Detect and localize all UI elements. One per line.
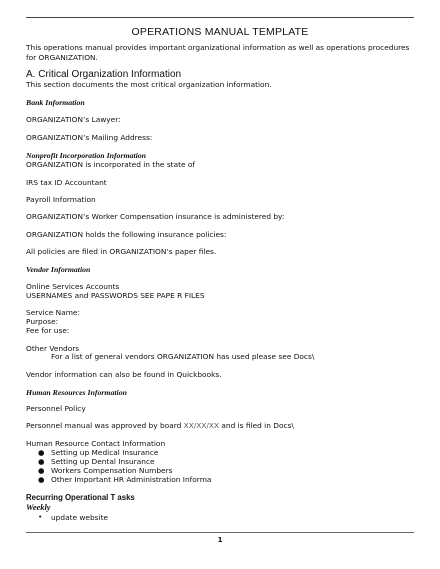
page-title: OPERATIONS MANUAL TEMPLATE xyxy=(131,26,309,38)
section-a-heading: A. Critical Organization Information xyxy=(26,69,182,80)
purpose-line: Purpose: xyxy=(26,317,59,326)
list-item: update website xyxy=(51,513,109,522)
bullet-icon: ● xyxy=(38,448,45,457)
online-services-line: Online Services Accounts xyxy=(26,282,120,291)
vendor-list-note: For a list of general vendors ORGANIZATION has used please see Docs\ xyxy=(51,352,315,361)
bullet-icon: • xyxy=(38,512,43,521)
incorporation-line: ORGANIZATION is incorporated in the state of xyxy=(26,160,196,169)
page-number: 1 xyxy=(217,536,223,544)
footer-rule xyxy=(26,532,414,533)
list-item: Setting up Medical Insurance xyxy=(51,448,159,457)
workers-comp-line: ORGANIZATION’s Worker Compensation insurance is administered by: xyxy=(26,212,285,221)
intro-paragraph: This operations manual provides important organizational information as well as operations procedures for ORGANIZATION. xyxy=(26,43,410,62)
usernames-line: USERNAMES and PASSWORDS SEE PAPE R FILES xyxy=(26,291,205,300)
policies-filed-line: All policies are filed in ORGANIZATION’s paper files. xyxy=(26,247,217,256)
bullet-icon: ● xyxy=(38,466,45,475)
personnel-manual-line xyxy=(26,421,294,431)
hr-info-heading: Human Resources Information xyxy=(26,388,127,397)
mailing-address-line: ORGANIZATION’s Mailing Address: xyxy=(26,133,153,142)
list-item: Workers Compensation Numbers xyxy=(51,466,173,475)
fee-line: Fee for use: xyxy=(26,326,70,335)
recurring-tasks-heading: Recurring Operational T asks xyxy=(26,493,135,502)
list-item: Other Important HR Administration Informa xyxy=(51,475,212,484)
quickbooks-line: Vendor information can also be found in Quickbooks. xyxy=(26,370,222,379)
bullet-icon: ● xyxy=(38,475,45,484)
service-name-line: Service Name: xyxy=(26,308,80,317)
list-item: Setting up Dental Insurance xyxy=(51,457,155,466)
vendor-info-heading: Vendor Information xyxy=(26,265,91,274)
personnel-policy-line: Personnel Policy xyxy=(26,404,86,413)
bullet-icon: ● xyxy=(38,457,45,466)
hr-contact-line: Human Resource Contact Information xyxy=(26,439,166,448)
payroll-line: Payroll Information xyxy=(26,195,96,204)
approved-date: XX/XX/XX xyxy=(183,421,220,430)
bank-info-heading: Bank Information xyxy=(26,98,85,107)
irs-line: IRS tax ID Accountant xyxy=(26,178,107,187)
section-a-description: This section documents the most critical organization information. xyxy=(26,80,272,89)
top-rule xyxy=(26,17,414,18)
approved-prefix: Personnel manual was approved by board xyxy=(26,421,184,430)
insurance-policies-line: ORGANIZATION holds the following insurance policies: xyxy=(26,230,227,239)
nonprofit-heading: Nonprofit Incorporation Information xyxy=(26,151,147,160)
approved-suffix: and is filed in Docs\ xyxy=(219,421,294,430)
other-vendors-line: Other Vendors xyxy=(26,344,80,353)
weekly-heading: Weekly xyxy=(26,503,51,512)
lawyer-line: ORGANIZATION’s Lawyer: xyxy=(26,115,121,124)
